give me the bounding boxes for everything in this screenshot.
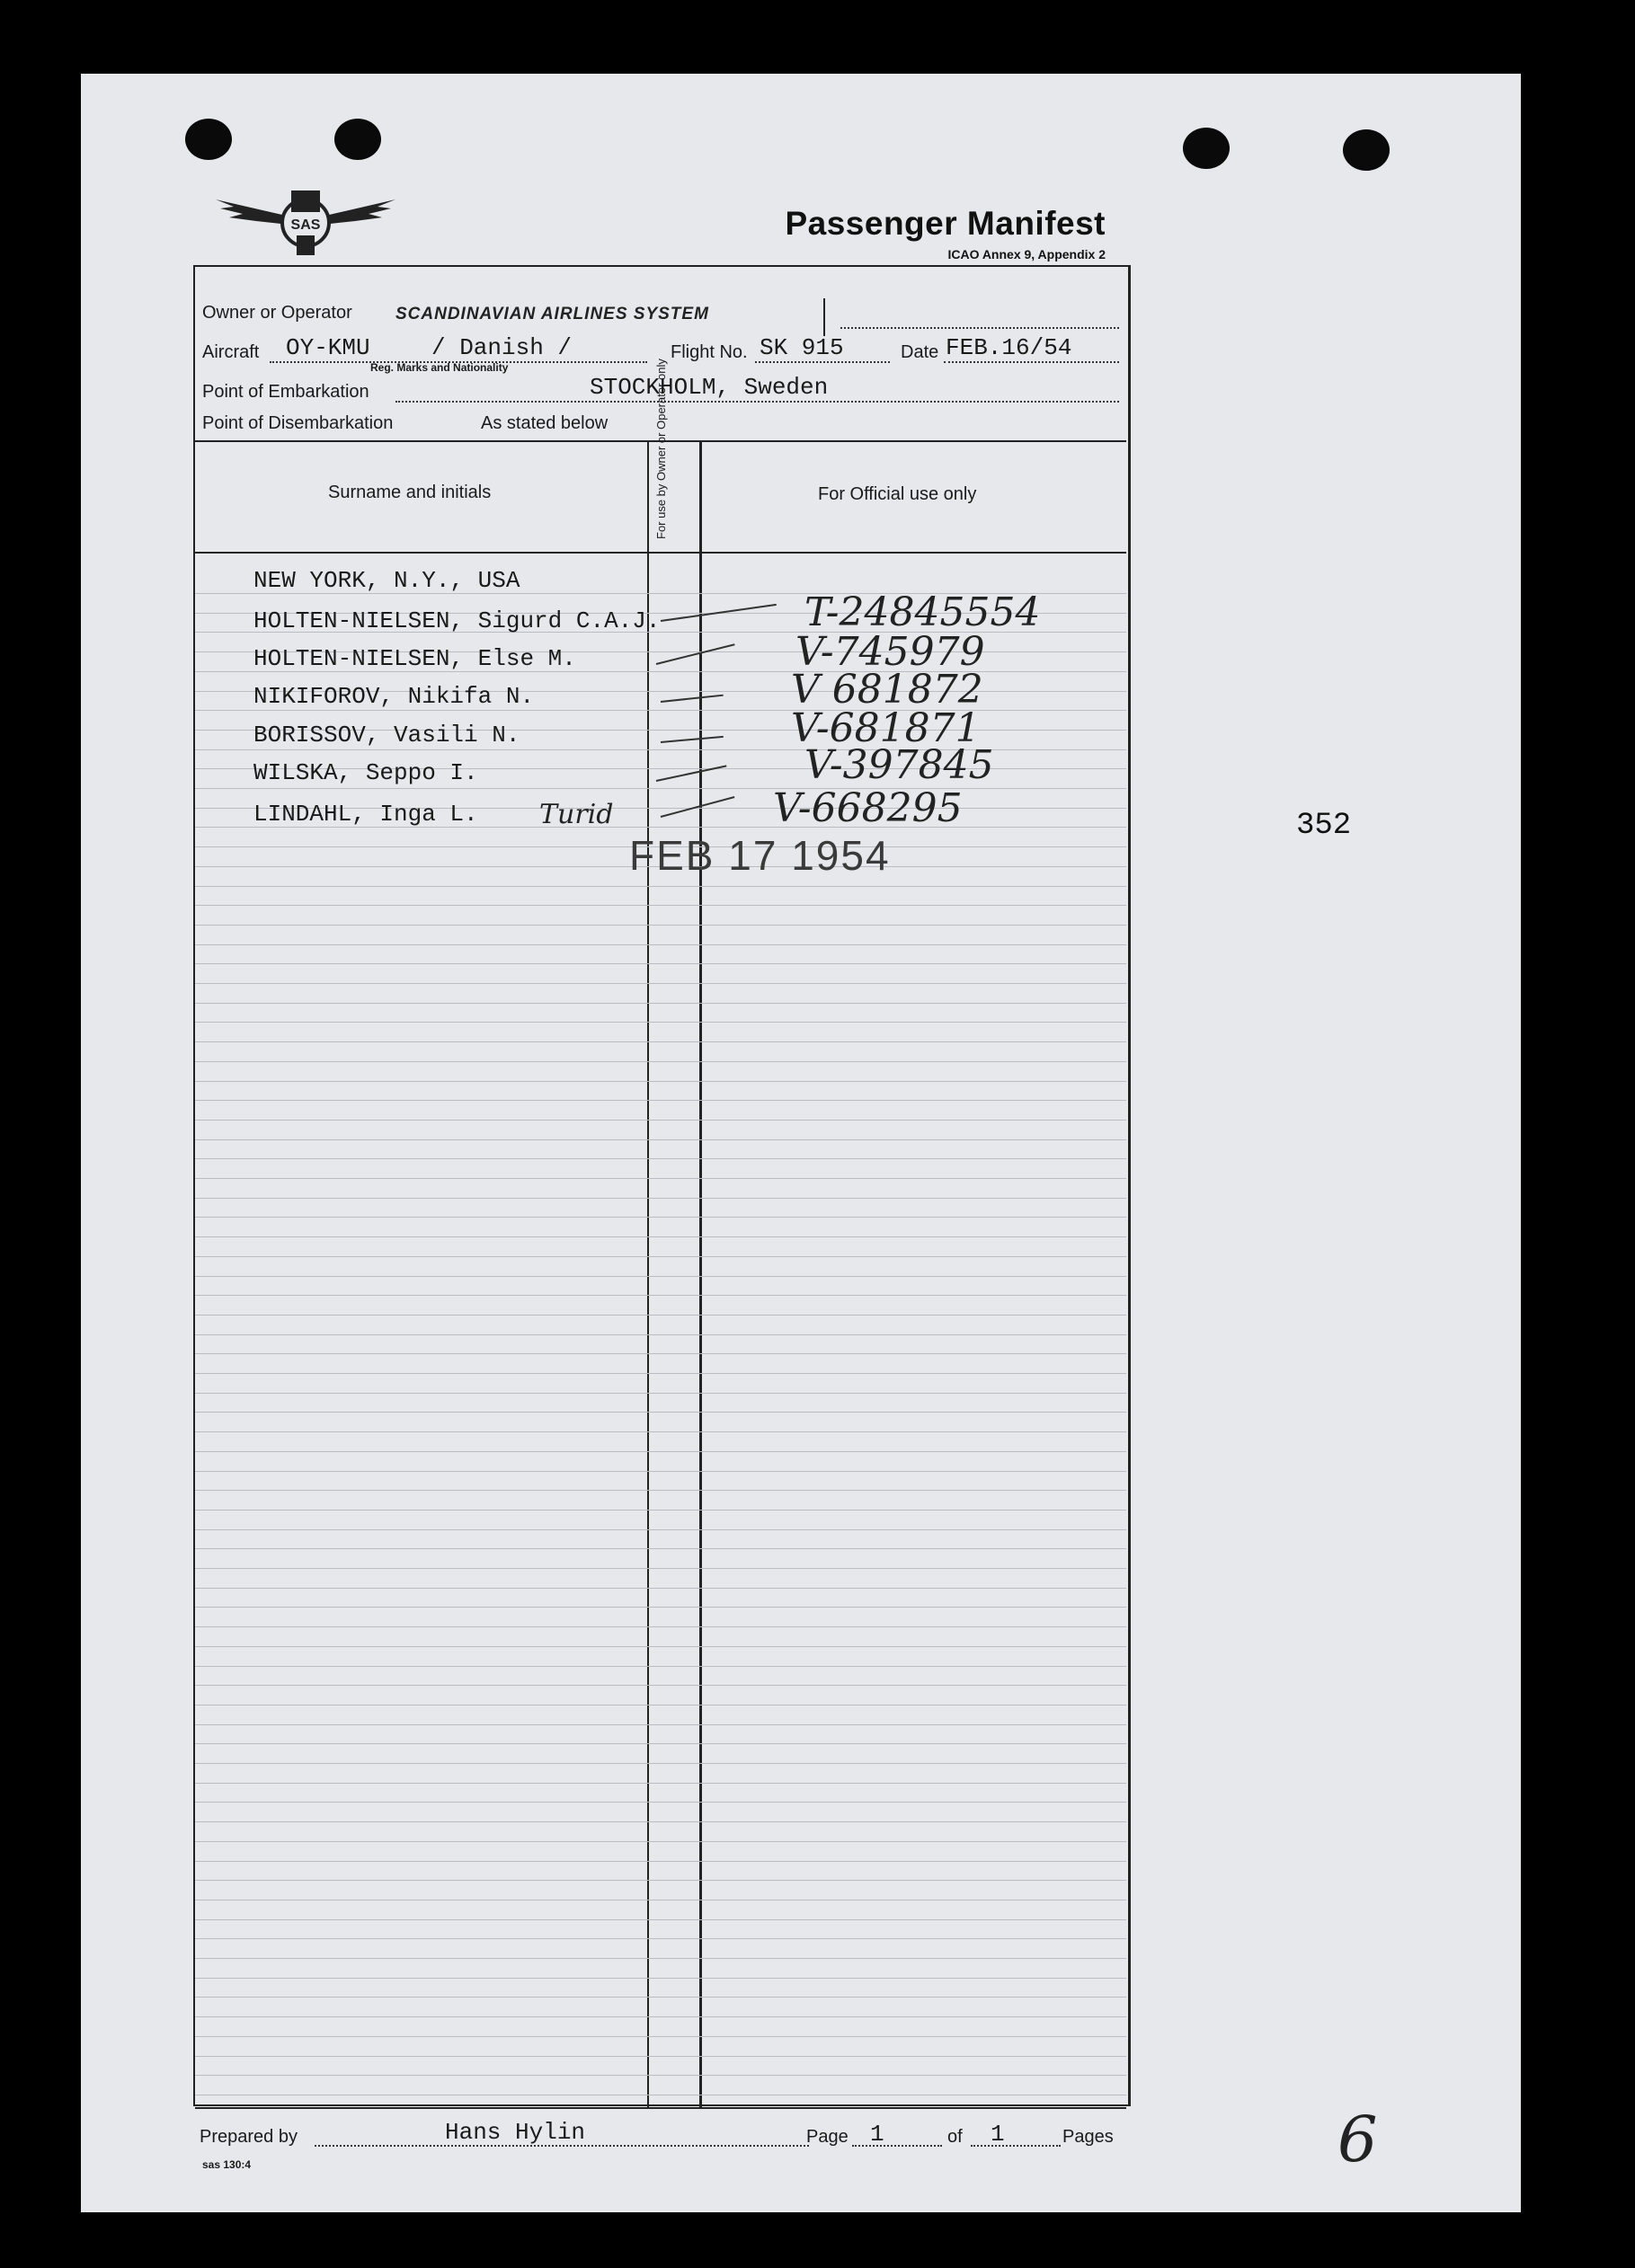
- ruled-line: [195, 1295, 1126, 1296]
- ruled-line: [195, 1685, 1126, 1686]
- ruled-line: [195, 1393, 1126, 1394]
- of-dots: [971, 2145, 1061, 2147]
- aircraft-value: OY-KMU: [286, 334, 370, 361]
- official-number: V 681872: [791, 667, 983, 713]
- manifest-form: [193, 265, 1131, 2106]
- ruled-line: [195, 2056, 1126, 2057]
- ruled-line: [195, 1353, 1126, 1354]
- ruled-line: [195, 944, 1126, 945]
- prepared-value: Hans Hylin: [445, 2119, 586, 2146]
- ruled-line: [195, 1471, 1126, 1472]
- ruled-line: [195, 1139, 1126, 1140]
- ruled-line: [195, 1548, 1126, 1549]
- of-value: 1: [991, 2121, 1005, 2148]
- ruled-line: [195, 1256, 1126, 1257]
- official-number: V-668295: [773, 785, 963, 831]
- handwritten-annotation: Turid: [539, 799, 614, 830]
- ruled-line: [195, 1120, 1126, 1121]
- passenger-name: NIKIFOROV, Nikifa N.: [253, 683, 535, 710]
- owner-dots: [840, 327, 1119, 329]
- ruled-line: [195, 1958, 1126, 1959]
- ruled-line: [195, 1100, 1126, 1101]
- flight-dots: [755, 361, 890, 363]
- ruled-line: [195, 1821, 1126, 1822]
- date-value: FEB.16/54: [946, 334, 1072, 361]
- ruled-line: [195, 1451, 1126, 1452]
- column-header-owner: For use by Owner or Operator only: [654, 359, 668, 539]
- passenger-name: LINDAHL, Inga L.: [253, 801, 478, 828]
- ruled-line: [195, 1334, 1126, 1335]
- ruled-line: [195, 925, 1126, 926]
- official-number: V-681871: [791, 705, 981, 751]
- ruled-line: [195, 1490, 1126, 1491]
- airline-wings-logo: [207, 180, 404, 261]
- ruled-line: [195, 1198, 1126, 1199]
- date-stamp: FEB 17 1954: [629, 832, 891, 879]
- ruled-line: [195, 1041, 1126, 1042]
- ruled-line: [195, 1938, 1126, 1939]
- ruled-line: [195, 1236, 1126, 1237]
- ruled-line: [195, 983, 1126, 984]
- aircraft-dots: [270, 361, 647, 363]
- form-code: sas 130:4: [202, 2158, 252, 2171]
- page-dots: [852, 2145, 942, 2147]
- official-number: V-397845: [804, 742, 994, 788]
- ruled-line: [195, 1373, 1126, 1374]
- flight-label: Flight No.: [671, 342, 748, 362]
- ruled-line: [195, 788, 1126, 789]
- ruled-line: [195, 1412, 1126, 1413]
- ruled-line: [195, 1743, 1126, 1744]
- date-label: Date: [901, 342, 939, 362]
- aircraft-label: Aircraft: [202, 342, 260, 362]
- owner-label: Owner or Operator: [202, 303, 352, 323]
- ruled-line: [195, 1919, 1126, 1920]
- destination-entry: NEW YORK, N.Y., USA: [253, 567, 520, 594]
- passenger-name: HOLTEN-NIELSEN, Sigurd C.A.J.: [253, 607, 661, 634]
- margin-handwritten-mark: 6: [1337, 2103, 1378, 2176]
- official-number: V-745979: [795, 629, 985, 675]
- ruled-line: [195, 886, 1126, 887]
- ruled-line: [195, 1158, 1126, 1159]
- ruled-line: [195, 1724, 1126, 1725]
- disembark-label: Point of Disembarkation: [202, 413, 394, 433]
- page-value: 1: [870, 2121, 884, 2148]
- disembark-value: As stated below: [481, 413, 609, 433]
- ruled-line: [195, 1841, 1126, 1842]
- ruled-line: [195, 963, 1126, 964]
- ruled-line: [195, 1061, 1126, 1062]
- ruled-line: [195, 1081, 1126, 1082]
- page-title: Passenger Manifest: [785, 205, 1106, 242]
- table-header-rule: [195, 552, 1126, 554]
- ruled-line: [195, 1568, 1126, 1569]
- ruled-line: [195, 1529, 1126, 1530]
- embark-label: Point of Embarkation: [202, 382, 369, 402]
- punch-hole: [185, 119, 232, 160]
- ruled-line: [195, 1783, 1126, 1784]
- punch-hole: [334, 119, 381, 160]
- ruled-line: [195, 1666, 1126, 1667]
- ruled-line: [195, 1588, 1126, 1589]
- ruled-line: [195, 1003, 1126, 1004]
- nationality-value: / Danish /: [431, 334, 573, 361]
- reg-caption: Reg. Marks and Nationality: [370, 361, 509, 374]
- passenger-name: BORISSOV, Vasili N.: [253, 722, 520, 749]
- column-header-official: For Official use only: [818, 484, 977, 504]
- ruled-line: [195, 1978, 1126, 1979]
- ruled-line: [195, 1217, 1126, 1218]
- ruled-line: [195, 2075, 1126, 2076]
- ruled-line: [195, 1880, 1126, 1881]
- pages-label: Pages: [1062, 2127, 1114, 2147]
- passenger-name: HOLTEN-NIELSEN, Else M.: [253, 645, 576, 672]
- ruled-line: [195, 905, 1126, 906]
- page-label: Page: [806, 2127, 849, 2147]
- punch-hole: [1183, 128, 1230, 169]
- flight-value: SK 915: [760, 334, 844, 361]
- svg-text:SAS: SAS: [290, 217, 321, 233]
- ruled-line: [195, 1802, 1126, 1803]
- ruled-line: [195, 1431, 1126, 1432]
- of-label: of: [947, 2127, 963, 2147]
- ruled-line: [195, 2016, 1126, 2017]
- punch-hole: [1343, 129, 1390, 171]
- ruled-line: [195, 1763, 1126, 1764]
- ruled-line: [195, 1276, 1126, 1277]
- embark-value: STOCKHOLM, Sweden: [590, 374, 829, 401]
- ruled-line: [195, 1178, 1126, 1179]
- ruled-line: [195, 1510, 1126, 1511]
- margin-page-number: 352: [1296, 809, 1352, 843]
- column-header-name: Surname and initials: [328, 483, 492, 502]
- ruled-line: [195, 1315, 1126, 1316]
- ruled-line: [195, 1022, 1126, 1023]
- ruled-line: [195, 1626, 1126, 1627]
- ruled-line: [195, 1997, 1126, 1998]
- ruled-line: [195, 1646, 1126, 1647]
- page-subtitle: ICAO Annex 9, Appendix 2: [947, 247, 1106, 261]
- table-bottom-rule: [195, 2107, 1126, 2109]
- official-number: T-24845554: [804, 589, 1041, 635]
- prepared-label: Prepared by: [200, 2127, 298, 2147]
- ruled-line: [195, 2036, 1126, 2037]
- owner-divider: [823, 298, 825, 336]
- date-dots: [944, 361, 1119, 363]
- passenger-name: WILSKA, Seppo I.: [253, 759, 478, 786]
- embark-dots: [395, 401, 1119, 403]
- ruled-line: [195, 1861, 1126, 1862]
- ruled-line: [195, 1607, 1126, 1608]
- ruled-line: [195, 710, 1126, 711]
- owner-value: SCANDINAVIAN AIRLINES SYSTEM: [395, 305, 709, 323]
